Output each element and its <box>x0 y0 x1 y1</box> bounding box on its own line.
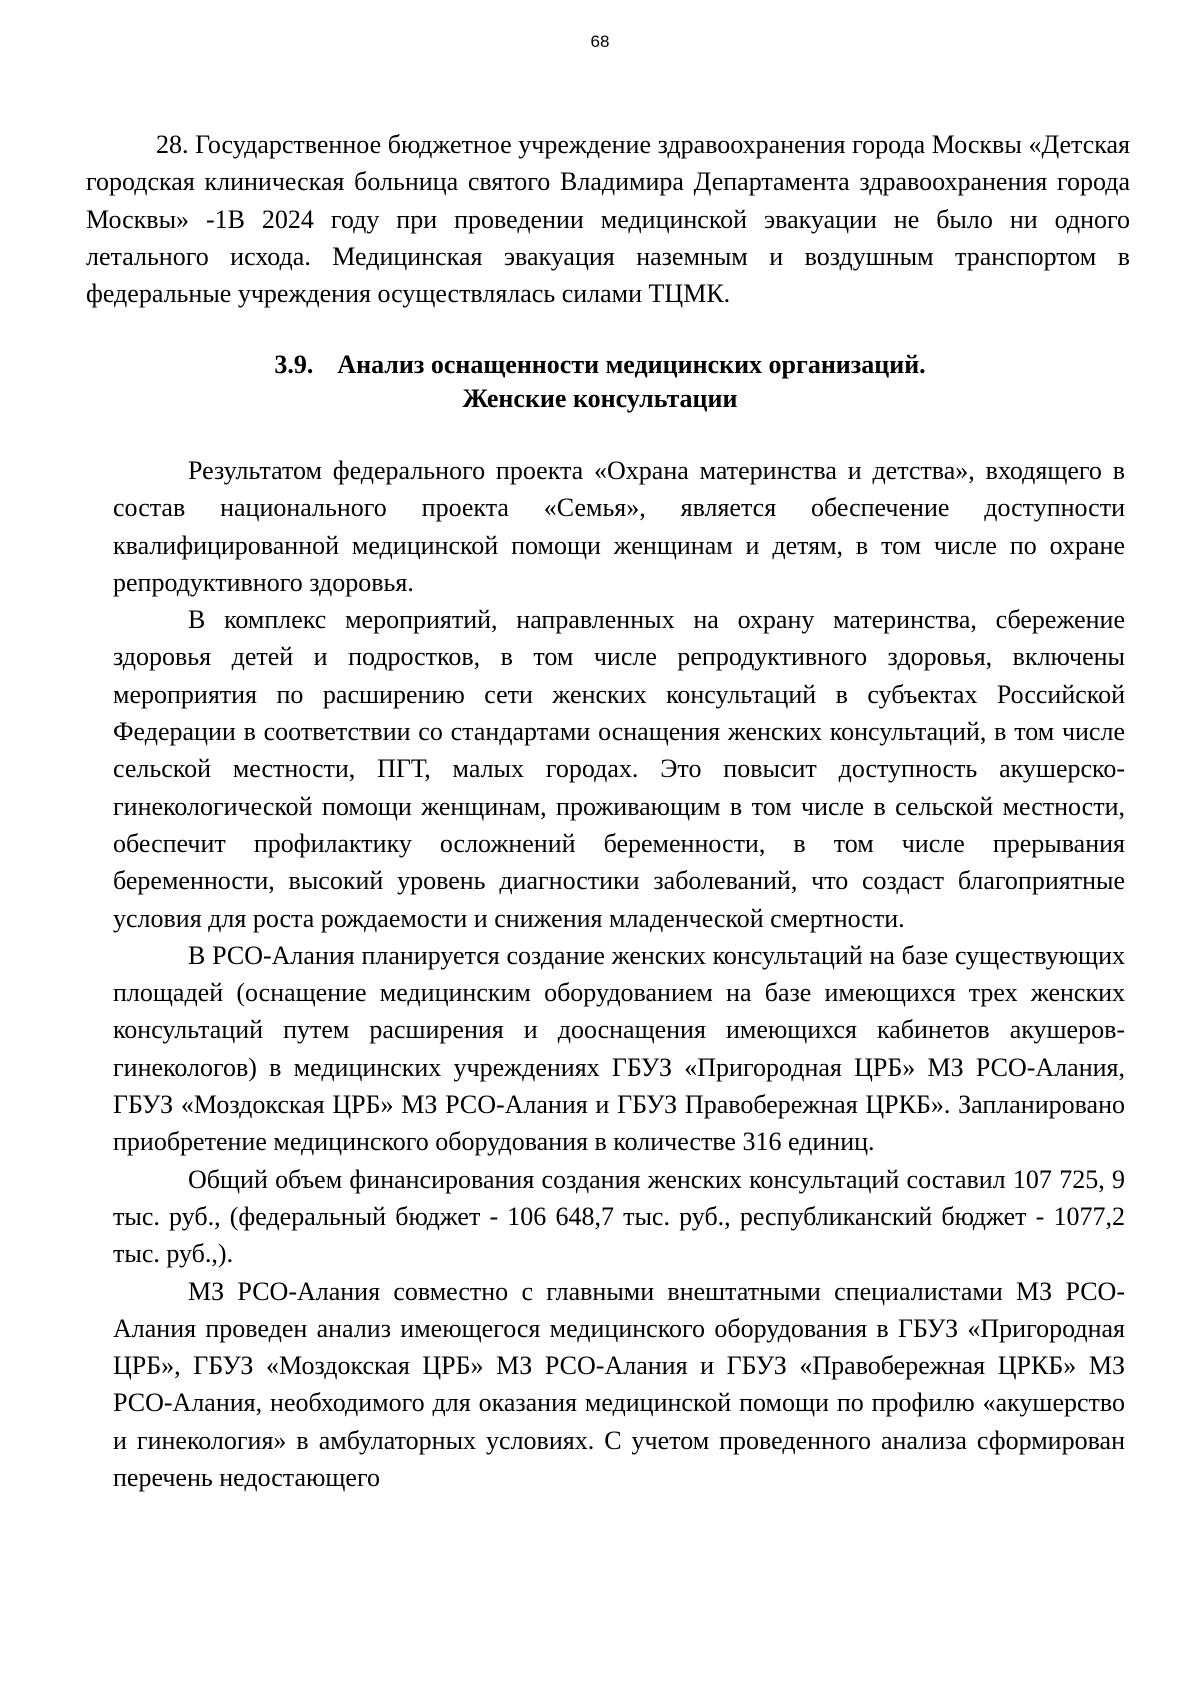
paragraph-measures-complex: В комплекс мероприятий, направленных на охрану материнства, сбережение здоровья детей и подростков, в том числе репродуктивного здоровья, включены мероприятия по расширению сети женских консультаций в субъектах Российской Федерации в соответствии со стандартами оснащения женских консультаций, в том числе сельской местности, ПГТ, малых городах. Это повысит доступность акушерско-гинекологической помощи женщинам, проживающим в том числе в сельской местности, обеспечит профилактику осложнений беременности, в том числе прерывания беременности, высокий уровень диагностики заболеваний, что создаст благоприятные условия для роста рождаемости и снижения младенческой смертности. <box>113 605 1125 933</box>
item-28-paragraph: 28. Государственное бюджетное учреждение здравоохранения города Москвы «Детская городская клиническая больница святого Владимира Департамента здравоохранения города Москвы» -1В 2024 году при проведении медицинской эвакуации не было ни одного летального исхода. Медицинская эвакуация наземным и воздушным транспортом в федеральные учреждения осуществлялась силами ТЦМК. <box>86 130 1130 309</box>
paragraph-project-result: Результатом федерального проекта «Охрана материнства и детства», входящего в состав национального проекта «Семья», является обеспечение доступности квалифицированной медицинской помощи женщинам и детям, в том числе по охране репродуктивного здоровья. <box>113 456 1125 597</box>
paragraph-financing: Общий объем финансирования создания женских консультаций составил 107 725, 9 тыс. руб., (федеральный бюджет - 106 648,7 тыс. руб., республиканский бюджет - 1077,2 тыс. руб.,). <box>113 1164 1125 1269</box>
section-title-line-2: Женские консультации <box>462 384 738 413</box>
paragraph-equipment-analysis: МЗ РСО-Алания совместно с главными внештатными специалистами МЗ РСО-Алания проведен анализ имеющегося медицинского оборудования в ГБУЗ «Пригородная ЦРБ», ГБУЗ «Моздокская ЦРБ» МЗ РСО-Алания и ГБУЗ «Правобережная ЦРКБ» МЗ РСО-Алания, необходимого для оказания медицинской помощи по профилю «акушерство и гинекология» в амбулаторных условиях. С учетом проведенного анализа сформирован перечень недостающего <box>113 1276 1125 1493</box>
section-title-line-1: Анализ оснащенности медицинских организаций. <box>337 350 926 379</box>
page-number: 68 <box>590 32 610 51</box>
section-heading <box>0 348 1200 416</box>
paragraph-rso-alania-plan: В РСО-Алания планируется создание женских консультаций на базе существующих площадей (оснащение медицинским оборудованием на базе имеющихся трех женских консультаций путем расширения и дооснащения имеющихся кабинетов акушеров-гинекологов) в медицинских учреждениях ГБУЗ «Пригородная ЦРБ» МЗ РСО-Алания, ГБУЗ «Моздокская ЦРБ» МЗ РСО-Алания и ГБУЗ Правобережная ЦРКБ». Запланировано приобретение медицинского оборудования в количестве 316 единиц. <box>113 940 1125 1157</box>
section-number: 3.9. <box>274 350 314 379</box>
section-heading-line-1 <box>0 348 1200 382</box>
section-body <box>113 452 1125 1496</box>
